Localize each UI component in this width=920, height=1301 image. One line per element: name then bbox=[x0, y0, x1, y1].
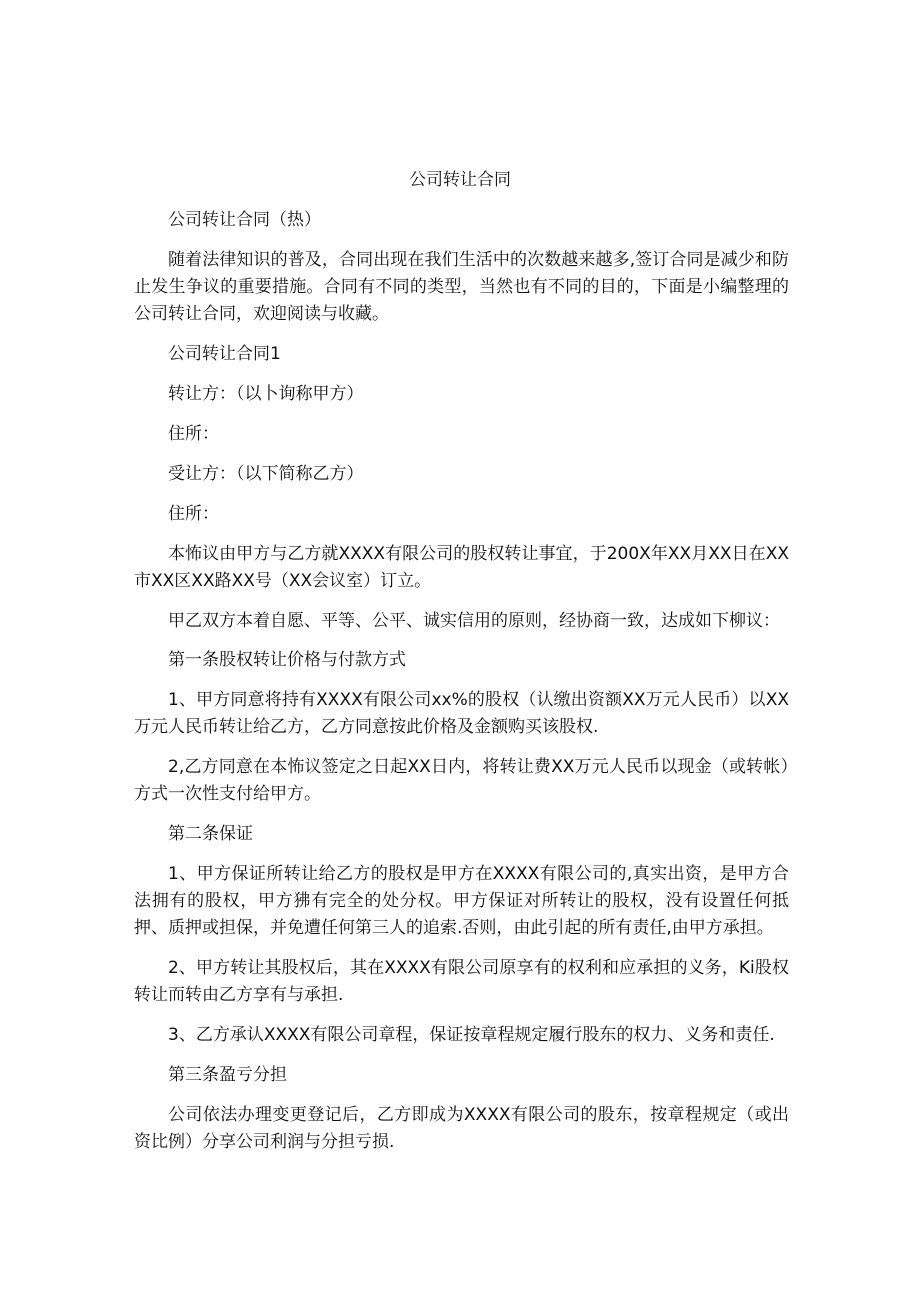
document-subtitle: 公司转让合同（热） bbox=[168, 210, 321, 230]
article1-item1: 1、甲方同意将持有XXXX有限公司xx%的股权（认缴出资额XX万元人民币）以XX万元人民币转让给乙方，乙方同意按此价格及金额购买该股权. bbox=[134, 690, 789, 737]
article3-title: 第三条盈亏分担 bbox=[168, 1065, 287, 1085]
transferor-line: 转让方：（以卜询称甲方） bbox=[168, 384, 364, 404]
article2-item2: 2、甲方转让其股权后，其在XXXX有限公司原享有的权利和应承担的义务，Ki股权转让而转由乙方享有与承担. bbox=[134, 958, 789, 1005]
document-title: 公司转让合同 bbox=[409, 170, 511, 190]
preamble-paragraph: 本怖议由甲方与乙方就XXXX有限公司的股权转让事宜，于200X年XX月XX日在XX市XX区XX路XX号（XX会议室）订立。 bbox=[134, 544, 789, 591]
article1-title: 第一条股权转让价格与付款方式 bbox=[168, 650, 406, 670]
transferor-address-line: 住所： bbox=[168, 424, 219, 444]
article2-title: 第二条保证 bbox=[168, 824, 253, 844]
article1-item2: 2,乙方同意在本怖议签定之日起XX日内，将转让费XX万元人民币以现金（或转帐）方式一次性支付给甲方。 bbox=[134, 757, 789, 804]
document-body bbox=[134, 207, 789, 1156]
contract-heading: 公司转让合同1 bbox=[168, 344, 281, 364]
agreement-paragraph: 甲乙双方本着自愿、平等、公平、诚实信用的原则，经协商一致，达成如下柳议： bbox=[168, 611, 780, 631]
transferee-address-line: 住所： bbox=[168, 504, 219, 524]
article3-paragraph: 公司依法办理变更登记后，乙方即成为XXXX有限公司的股东，按章程规定（或出资比例）分享公司利润与分担亏损. bbox=[134, 1105, 789, 1152]
intro-paragraph: 随着法律知识的普及，合同出现在我们生活中的次数越来越多,签订合同是减少和防止发生争议的重要措施。合同有不同的类型，当然也有不同的目的，下面是小编整理的公司转让合同，欢迎阅读与收藏。 bbox=[134, 250, 789, 324]
article2-item1: 1、甲方保证所转让给乙方的股权是甲方在XXXX有限公司的,真实出资，是甲方合法拥有的股权，甲方狒有完全的处分权。甲方保证对所转让的股权，没有设置任何抵押、质押或担保，并免遭任何第三人的追索.否则，由此引起的所有责任,由甲方承担。 bbox=[134, 864, 789, 938]
transferee-line: 受让方：（以下简称乙方） bbox=[168, 464, 364, 484]
article2-item3: 3、乙方承认XXXX有限公司章程，保证按章程规定履行股东的权力、义务和责任. bbox=[168, 1025, 775, 1045]
